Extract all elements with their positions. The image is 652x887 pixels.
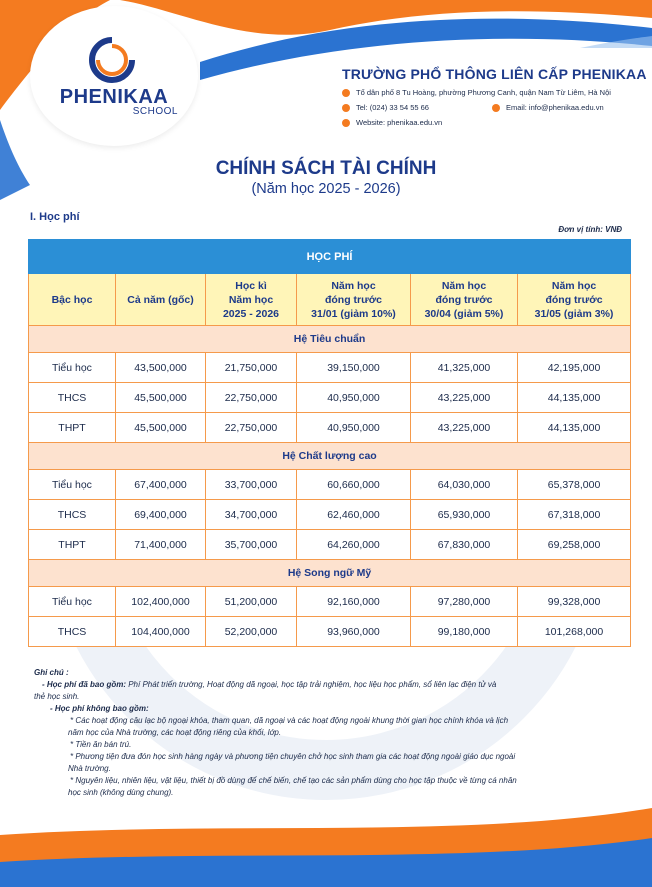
currency-unit: Đơn vị tính: VNĐ bbox=[558, 225, 622, 234]
location-icon bbox=[342, 89, 350, 97]
cell: 62,460,000 bbox=[297, 500, 411, 530]
table-row bbox=[29, 587, 631, 617]
address-line bbox=[342, 88, 647, 97]
website-text[interactable]: Website: phenikaa.edu.vn bbox=[356, 118, 443, 127]
table-row bbox=[29, 617, 631, 647]
cell: 69,400,000 bbox=[116, 500, 206, 530]
cell: THCS bbox=[29, 617, 116, 647]
note-included-label: - Học phí đã bao gồm: bbox=[42, 680, 126, 689]
cell: THCS bbox=[29, 383, 116, 413]
table-row bbox=[29, 470, 631, 500]
note-item: * Tiền ăn bán trú. bbox=[70, 740, 132, 749]
note-item: * Phương tiện đưa đón học sinh hàng ngày và phương tiện chuyên chở học sinh tham gia các hoạt động ngoài giáo dục ngoài bbox=[70, 752, 516, 761]
note-included-cont: thẻ học sinh. bbox=[34, 692, 80, 701]
column-header: Cả năm (gốc) bbox=[116, 274, 206, 326]
notes-heading: Ghi chú : bbox=[34, 668, 69, 677]
globe-icon bbox=[342, 119, 350, 127]
group-label: Hệ Chất lượng cao bbox=[29, 443, 631, 470]
cell: 41,325,000 bbox=[411, 353, 518, 383]
note-item: năm học của Nhà trường, các hoạt động riêng của khối, lớp. bbox=[68, 728, 282, 737]
email-line bbox=[492, 103, 604, 112]
note-item: * Các hoạt động câu lạc bộ ngoại khóa, tham quan, dã ngoại và các hoạt động ngoài khung thời gian học chính khóa và lịch bbox=[70, 716, 509, 725]
cell: 43,225,000 bbox=[411, 413, 518, 443]
cell: 43,500,000 bbox=[116, 353, 206, 383]
cell: Tiểu học bbox=[29, 353, 116, 383]
cell: 102,400,000 bbox=[116, 587, 206, 617]
cell: 101,268,000 bbox=[518, 617, 631, 647]
cell: 93,960,000 bbox=[297, 617, 411, 647]
cell: 40,950,000 bbox=[297, 413, 411, 443]
table-row bbox=[29, 353, 631, 383]
notes-block bbox=[34, 667, 630, 799]
cell: 64,030,000 bbox=[411, 470, 518, 500]
email-text[interactable]: Email: info@phenikaa.edu.vn bbox=[506, 103, 604, 112]
tel-line bbox=[342, 103, 492, 112]
cell: Tiểu học bbox=[29, 587, 116, 617]
cell: 97,280,000 bbox=[411, 587, 518, 617]
column-header: Năm học đóng trước 30/04 (giảm 5%) bbox=[411, 274, 518, 326]
cell: 99,180,000 bbox=[411, 617, 518, 647]
cell: 34,700,000 bbox=[206, 500, 297, 530]
cell: 69,258,000 bbox=[518, 530, 631, 560]
table-row bbox=[29, 500, 631, 530]
logo-wordmark: PHENIKAA bbox=[59, 86, 169, 108]
cell: 22,750,000 bbox=[206, 413, 297, 443]
phenikaa-logo-icon bbox=[88, 36, 136, 84]
section-heading: I. Học phí bbox=[30, 211, 80, 223]
tuition-table bbox=[28, 239, 631, 647]
cell: 65,930,000 bbox=[411, 500, 518, 530]
table-row bbox=[29, 383, 631, 413]
cell: 92,160,000 bbox=[297, 587, 411, 617]
table-row bbox=[29, 530, 631, 560]
column-header: Năm học đóng trước 31/05 (giảm 3%) bbox=[518, 274, 631, 326]
cell: 43,225,000 bbox=[411, 383, 518, 413]
cell: 67,830,000 bbox=[411, 530, 518, 560]
note-excluded-label: - Học phí không bao gồm: bbox=[50, 704, 149, 713]
phone-icon bbox=[342, 104, 350, 112]
cell: 67,400,000 bbox=[116, 470, 206, 500]
tel-text: Tel: (024) 33 54 55 66 bbox=[356, 103, 429, 112]
group-row bbox=[29, 560, 631, 587]
cell: 51,200,000 bbox=[206, 587, 297, 617]
school-name: TRƯỜNG PHỔ THÔNG LIÊN CẤP PHENIKAA bbox=[342, 66, 647, 82]
cell: THPT bbox=[29, 413, 116, 443]
note-included-text: Phí Phát triển trường, Hoạt động dã ngoại, học tập trải nghiệm, học liệu học phẩm, sổ liên lạc điện tử và bbox=[126, 680, 497, 689]
cell: 71,400,000 bbox=[116, 530, 206, 560]
column-header: Bậc học bbox=[29, 274, 116, 326]
note-item: học sinh (không dùng chung). bbox=[68, 788, 174, 797]
cell: 45,500,000 bbox=[116, 413, 206, 443]
column-header: Học kì Năm học 2025 - 2026 bbox=[206, 274, 297, 326]
table-title: HỌC PHÍ bbox=[29, 240, 631, 274]
cell: 39,150,000 bbox=[297, 353, 411, 383]
group-label: Hệ Tiêu chuẩn bbox=[29, 326, 631, 353]
cell: 60,660,000 bbox=[297, 470, 411, 500]
cell: 33,700,000 bbox=[206, 470, 297, 500]
cell: 22,750,000 bbox=[206, 383, 297, 413]
contact-row bbox=[342, 97, 647, 112]
note-item: * Nguyên liệu, nhiên liệu, vật liệu, thiết bị đồ dùng để chế biến, chế tạo các sản phẩm dùng cho học tập thuộc về từng cá nhân bbox=[70, 776, 517, 785]
page-title: CHÍNH SÁCH TÀI CHÍNH bbox=[215, 158, 437, 179]
cell: THPT bbox=[29, 530, 116, 560]
cell: 45,500,000 bbox=[116, 383, 206, 413]
column-header-row bbox=[29, 274, 631, 326]
cell: Tiểu học bbox=[29, 470, 116, 500]
cell: 21,750,000 bbox=[206, 353, 297, 383]
website-line bbox=[342, 118, 647, 127]
group-row bbox=[29, 443, 631, 470]
cell: 65,378,000 bbox=[518, 470, 631, 500]
column-header: Năm học đóng trước 31/01 (giảm 10%) bbox=[297, 274, 411, 326]
table-row bbox=[29, 413, 631, 443]
note-item: Nhà trường. bbox=[68, 764, 111, 773]
note-included bbox=[34, 679, 630, 691]
table-title-row bbox=[29, 240, 631, 274]
cell: 64,260,000 bbox=[297, 530, 411, 560]
page-subtitle: (Năm học 2025 - 2026) bbox=[251, 181, 401, 197]
cell: 44,135,000 bbox=[518, 383, 631, 413]
cell: 67,318,000 bbox=[518, 500, 631, 530]
cell: THCS bbox=[29, 500, 116, 530]
cell: 99,328,000 bbox=[518, 587, 631, 617]
cell: 40,950,000 bbox=[297, 383, 411, 413]
logo-subtext: SCHOOL bbox=[132, 106, 178, 117]
cell: 35,700,000 bbox=[206, 530, 297, 560]
cell: 52,200,000 bbox=[206, 617, 297, 647]
cell: 44,135,000 bbox=[518, 413, 631, 443]
email-icon bbox=[492, 104, 500, 112]
cell: 104,400,000 bbox=[116, 617, 206, 647]
school-info bbox=[342, 66, 647, 127]
address-text: Tổ dân phố 8 Tu Hoàng, phường Phương Canh, quận Nam Từ Liêm, Hà Nội bbox=[356, 88, 611, 97]
group-label: Hệ Song ngữ Mỹ bbox=[29, 560, 631, 587]
group-row bbox=[29, 326, 631, 353]
cell: 42,195,000 bbox=[518, 353, 631, 383]
